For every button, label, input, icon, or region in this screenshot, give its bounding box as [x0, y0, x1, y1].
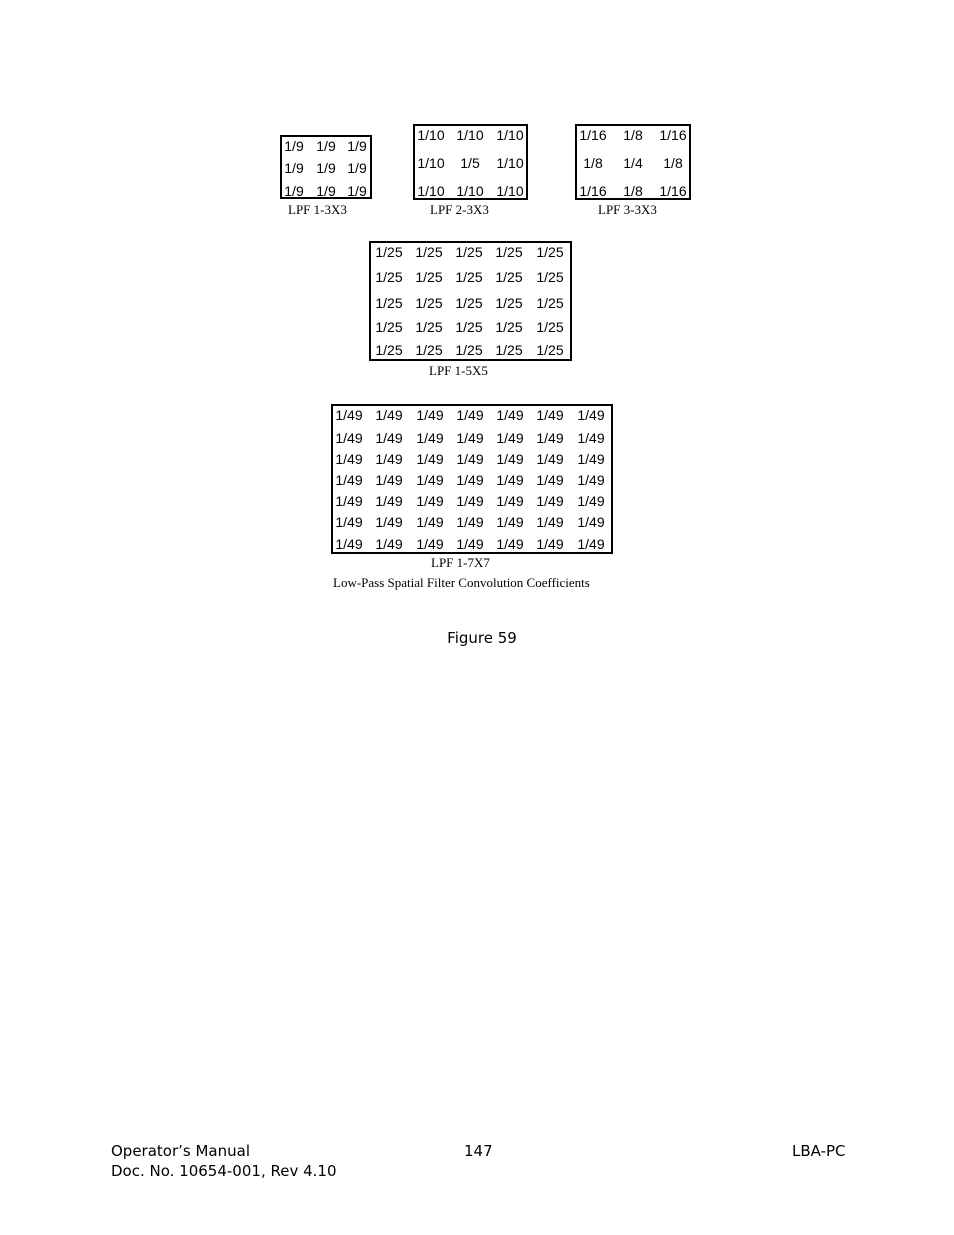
coefficient-cell: 1/49 [335, 407, 363, 423]
coefficient-cell: 1/49 [456, 451, 484, 467]
matrix-row [333, 492, 611, 510]
footer-manual-title: Operator’s Manual [111, 1142, 250, 1160]
coefficient-cell: 1/9 [347, 183, 367, 199]
matrix-row [371, 243, 570, 261]
coefficient-cell: 1/49 [416, 472, 444, 488]
coefficient-cell: 1/10 [417, 155, 445, 171]
coefficient-cell: 1/25 [375, 269, 403, 285]
coefficient-cell: 1/49 [375, 472, 403, 488]
coefficient-cell: 1/49 [496, 514, 524, 530]
coefficient-cell: 1/25 [455, 295, 483, 311]
coefficient-cell: 1/49 [536, 407, 564, 423]
coefficient-cell: 1/16 [579, 127, 607, 143]
coefficient-cell: 1/9 [347, 160, 367, 176]
coefficient-cell: 1/49 [456, 472, 484, 488]
coefficient-cell: 1/49 [536, 493, 564, 509]
lpf-3-3x3-caption: LPF 3-3X3 [598, 202, 657, 217]
coefficient-cell: 1/25 [495, 295, 523, 311]
coefficient-cell: 1/25 [415, 342, 443, 358]
coefficient-cell: 1/49 [375, 493, 403, 509]
coefficient-cell: 1/49 [577, 472, 605, 488]
coefficient-cell: 1/9 [284, 160, 304, 176]
figure-title: Low-Pass Spatial Filter Convolution Coefficients [333, 575, 590, 590]
coefficient-cell: 1/49 [335, 430, 363, 446]
coefficient-cell: 1/49 [456, 407, 484, 423]
lpf-1-7x7-matrix [331, 404, 613, 554]
coefficient-cell: 1/49 [577, 451, 605, 467]
coefficient-cell: 1/10 [417, 183, 445, 199]
coefficient-cell: 1/9 [347, 138, 367, 154]
coefficient-cell: 1/25 [536, 319, 564, 335]
lpf-1-3x3-caption: LPF 1-3X3 [288, 202, 347, 217]
coefficient-cell: 1/25 [375, 342, 403, 358]
matrix-row [333, 429, 611, 447]
matrix-row [333, 450, 611, 468]
coefficient-cell: 1/9 [284, 183, 304, 199]
footer-page-number: 147 [464, 1142, 493, 1160]
coefficient-cell: 1/8 [583, 155, 603, 171]
coefficient-cell: 1/25 [536, 269, 564, 285]
coefficient-cell: 1/49 [375, 407, 403, 423]
coefficient-cell: 1/9 [316, 183, 336, 199]
matrix-row [371, 294, 570, 312]
coefficient-cell: 1/25 [415, 244, 443, 260]
coefficient-cell: 1/49 [456, 514, 484, 530]
coefficient-cell: 1/49 [496, 430, 524, 446]
coefficient-cell: 1/25 [536, 342, 564, 358]
coefficient-cell: 1/49 [416, 430, 444, 446]
coefficient-cell: 1/49 [577, 430, 605, 446]
figure-label: Figure 59 [447, 629, 517, 647]
coefficient-cell: 1/49 [496, 407, 524, 423]
lpf-1-5x5-matrix [369, 241, 572, 361]
coefficient-cell: 1/25 [415, 269, 443, 285]
matrix-row [371, 318, 570, 336]
coefficient-cell: 1/10 [496, 183, 524, 199]
footer-left [111, 1141, 337, 1181]
matrix-row [333, 535, 611, 553]
coefficient-cell: 1/16 [659, 127, 687, 143]
coefficient-cell: 1/9 [284, 138, 304, 154]
coefficient-cell: 1/10 [417, 127, 445, 143]
coefficient-cell: 1/49 [577, 536, 605, 552]
coefficient-cell: 1/25 [455, 269, 483, 285]
coefficient-cell: 1/4 [623, 155, 643, 171]
coefficient-cell: 1/49 [536, 514, 564, 530]
coefficient-cell: 1/49 [496, 472, 524, 488]
coefficient-cell: 1/49 [536, 472, 564, 488]
matrix-row [415, 154, 526, 172]
coefficient-cell: 1/25 [375, 244, 403, 260]
coefficient-cell: 1/25 [415, 295, 443, 311]
footer-product: LBA-PC [792, 1142, 846, 1160]
coefficient-cell: 1/25 [495, 342, 523, 358]
coefficient-cell: 1/49 [456, 430, 484, 446]
coefficient-cell: 1/49 [335, 536, 363, 552]
coefficient-cell: 1/5 [460, 155, 480, 171]
coefficient-cell: 1/49 [577, 493, 605, 509]
matrix-row [415, 182, 526, 200]
coefficient-cell: 1/9 [316, 160, 336, 176]
lpf-1-3x3-matrix [280, 135, 372, 199]
coefficient-cell: 1/49 [416, 536, 444, 552]
coefficient-cell: 1/25 [455, 319, 483, 335]
coefficient-cell: 1/16 [579, 183, 607, 199]
matrix-row [282, 182, 370, 200]
matrix-row [282, 159, 370, 177]
lpf-1-7x7-caption: LPF 1-7X7 [431, 555, 490, 570]
coefficient-cell: 1/16 [659, 183, 687, 199]
matrix-row [415, 126, 526, 144]
coefficient-cell: 1/49 [496, 536, 524, 552]
coefficient-cell: 1/25 [415, 319, 443, 335]
coefficient-cell: 1/10 [456, 183, 484, 199]
coefficient-cell: 1/25 [455, 244, 483, 260]
matrix-row [333, 513, 611, 531]
coefficient-cell: 1/49 [577, 514, 605, 530]
lpf-2-3x3-matrix [413, 124, 528, 200]
coefficient-cell: 1/49 [416, 514, 444, 530]
coefficient-cell: 1/49 [496, 451, 524, 467]
coefficient-cell: 1/25 [495, 319, 523, 335]
coefficient-cell: 1/49 [375, 514, 403, 530]
coefficient-cell: 1/49 [375, 430, 403, 446]
lpf-3-3x3-matrix [575, 124, 691, 200]
matrix-row [577, 182, 689, 200]
coefficient-cell: 1/49 [335, 451, 363, 467]
coefficient-cell: 1/25 [495, 269, 523, 285]
coefficient-cell: 1/9 [316, 138, 336, 154]
matrix-row [333, 471, 611, 489]
matrix-row [371, 341, 570, 359]
coefficient-cell: 1/49 [416, 493, 444, 509]
coefficient-cell: 1/49 [335, 514, 363, 530]
matrix-row [577, 126, 689, 144]
coefficient-cell: 1/25 [455, 342, 483, 358]
lpf-1-5x5-caption: LPF 1-5X5 [429, 363, 488, 378]
coefficient-cell: 1/49 [416, 451, 444, 467]
coefficient-cell: 1/49 [496, 493, 524, 509]
coefficient-cell: 1/49 [456, 493, 484, 509]
matrix-row [371, 268, 570, 286]
coefficient-cell: 1/10 [456, 127, 484, 143]
coefficient-cell: 1/8 [663, 155, 683, 171]
matrix-row [282, 137, 370, 155]
coefficient-cell: 1/49 [375, 451, 403, 467]
coefficient-cell: 1/25 [495, 244, 523, 260]
coefficient-cell: 1/49 [536, 430, 564, 446]
matrix-row [333, 406, 611, 424]
coefficient-cell: 1/8 [623, 183, 643, 199]
lpf-2-3x3-caption: LPF 2-3X3 [430, 202, 489, 217]
coefficient-cell: 1/49 [375, 536, 403, 552]
coefficient-cell: 1/49 [536, 536, 564, 552]
coefficient-cell: 1/25 [375, 319, 403, 335]
coefficient-cell: 1/49 [335, 493, 363, 509]
coefficient-cell: 1/49 [456, 536, 484, 552]
coefficient-cell: 1/25 [375, 295, 403, 311]
coefficient-cell: 1/49 [335, 472, 363, 488]
coefficient-cell: 1/49 [536, 451, 564, 467]
coefficient-cell: 1/10 [496, 155, 524, 171]
coefficient-cell: 1/25 [536, 295, 564, 311]
footer-doc-number: Doc. No. 10654-001, Rev 4.10 [111, 1162, 337, 1180]
coefficient-cell: 1/49 [416, 407, 444, 423]
coefficient-cell: 1/49 [577, 407, 605, 423]
matrix-row [577, 154, 689, 172]
coefficient-cell: 1/25 [536, 244, 564, 260]
coefficient-cell: 1/10 [496, 127, 524, 143]
coefficient-cell: 1/8 [623, 127, 643, 143]
